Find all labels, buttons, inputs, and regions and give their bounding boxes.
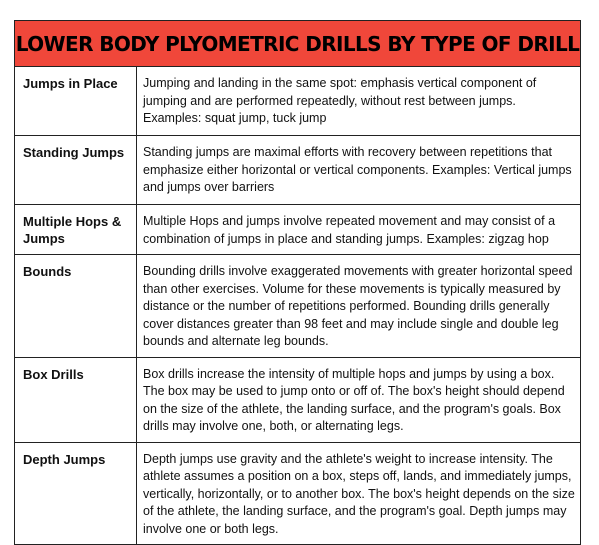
table-row	[15, 442, 581, 545]
drill-type-description: Standing jumps are maximal efforts with recovery between repetitions that emphasize either horizontal or vertical components. Examples: Vertical jumps and jumps over barriers	[137, 136, 581, 205]
drill-type-description: Jumping and landing in the same spot: emphasis vertical component of jumping and are performed repeatedly, without rest between jumps. Examples: squat jump, tuck jump	[137, 67, 581, 136]
table-title: LOWER BODY PLYOMETRIC DRILLS BY TYPE OF DRILL	[15, 21, 581, 67]
drill-type-label: Box Drills	[15, 357, 137, 442]
drill-type-label: Depth Jumps	[15, 442, 137, 545]
drill-type-description: Depth jumps use gravity and the athlete's weight to increase intensity. The athlete assumes a position on a box, steps off, lands, and immediately jumps, vertically, horizontally, or to another box. The box's height depends on the size of the athlete, the landing surface, and the program's goal. Depth jumps may involve one or both legs.	[137, 442, 581, 545]
table-header-row	[15, 21, 581, 67]
drill-type-description: Box drills increase the intensity of multiple hops and jumps by using a box. The box may be used to jump onto or off of. The box's height should depend on the size of the athlete, the landing surface, and the program's goals. Box drills may involve one, both, or alternating legs.	[137, 357, 581, 442]
table-row	[15, 255, 581, 358]
drill-type-description: Multiple Hops and jumps involve repeated movement and may consist of a combination of jumps in place and standing jumps. Examples: zigzag hop	[137, 205, 581, 255]
table-row	[15, 357, 581, 442]
table-row	[15, 205, 581, 255]
table-row	[15, 67, 581, 136]
table-row	[15, 136, 581, 205]
drill-type-label: Jumps in Place	[15, 67, 137, 136]
drills-table-container	[14, 20, 580, 545]
drill-type-label: Standing Jumps	[15, 136, 137, 205]
plyometric-drills-table	[14, 20, 581, 545]
drill-type-label: Multiple Hops & Jumps	[15, 205, 137, 255]
drill-type-label: Bounds	[15, 255, 137, 358]
drill-type-description: Bounding drills involve exaggerated movements with greater horizontal speed than other exercises. Volume for these movements is typically measured by distance or the number of repetitions performed. Bounding drills generally cover distances greater than 98 feet and may include single and double leg bounds and alternate leg bounds.	[137, 255, 581, 358]
